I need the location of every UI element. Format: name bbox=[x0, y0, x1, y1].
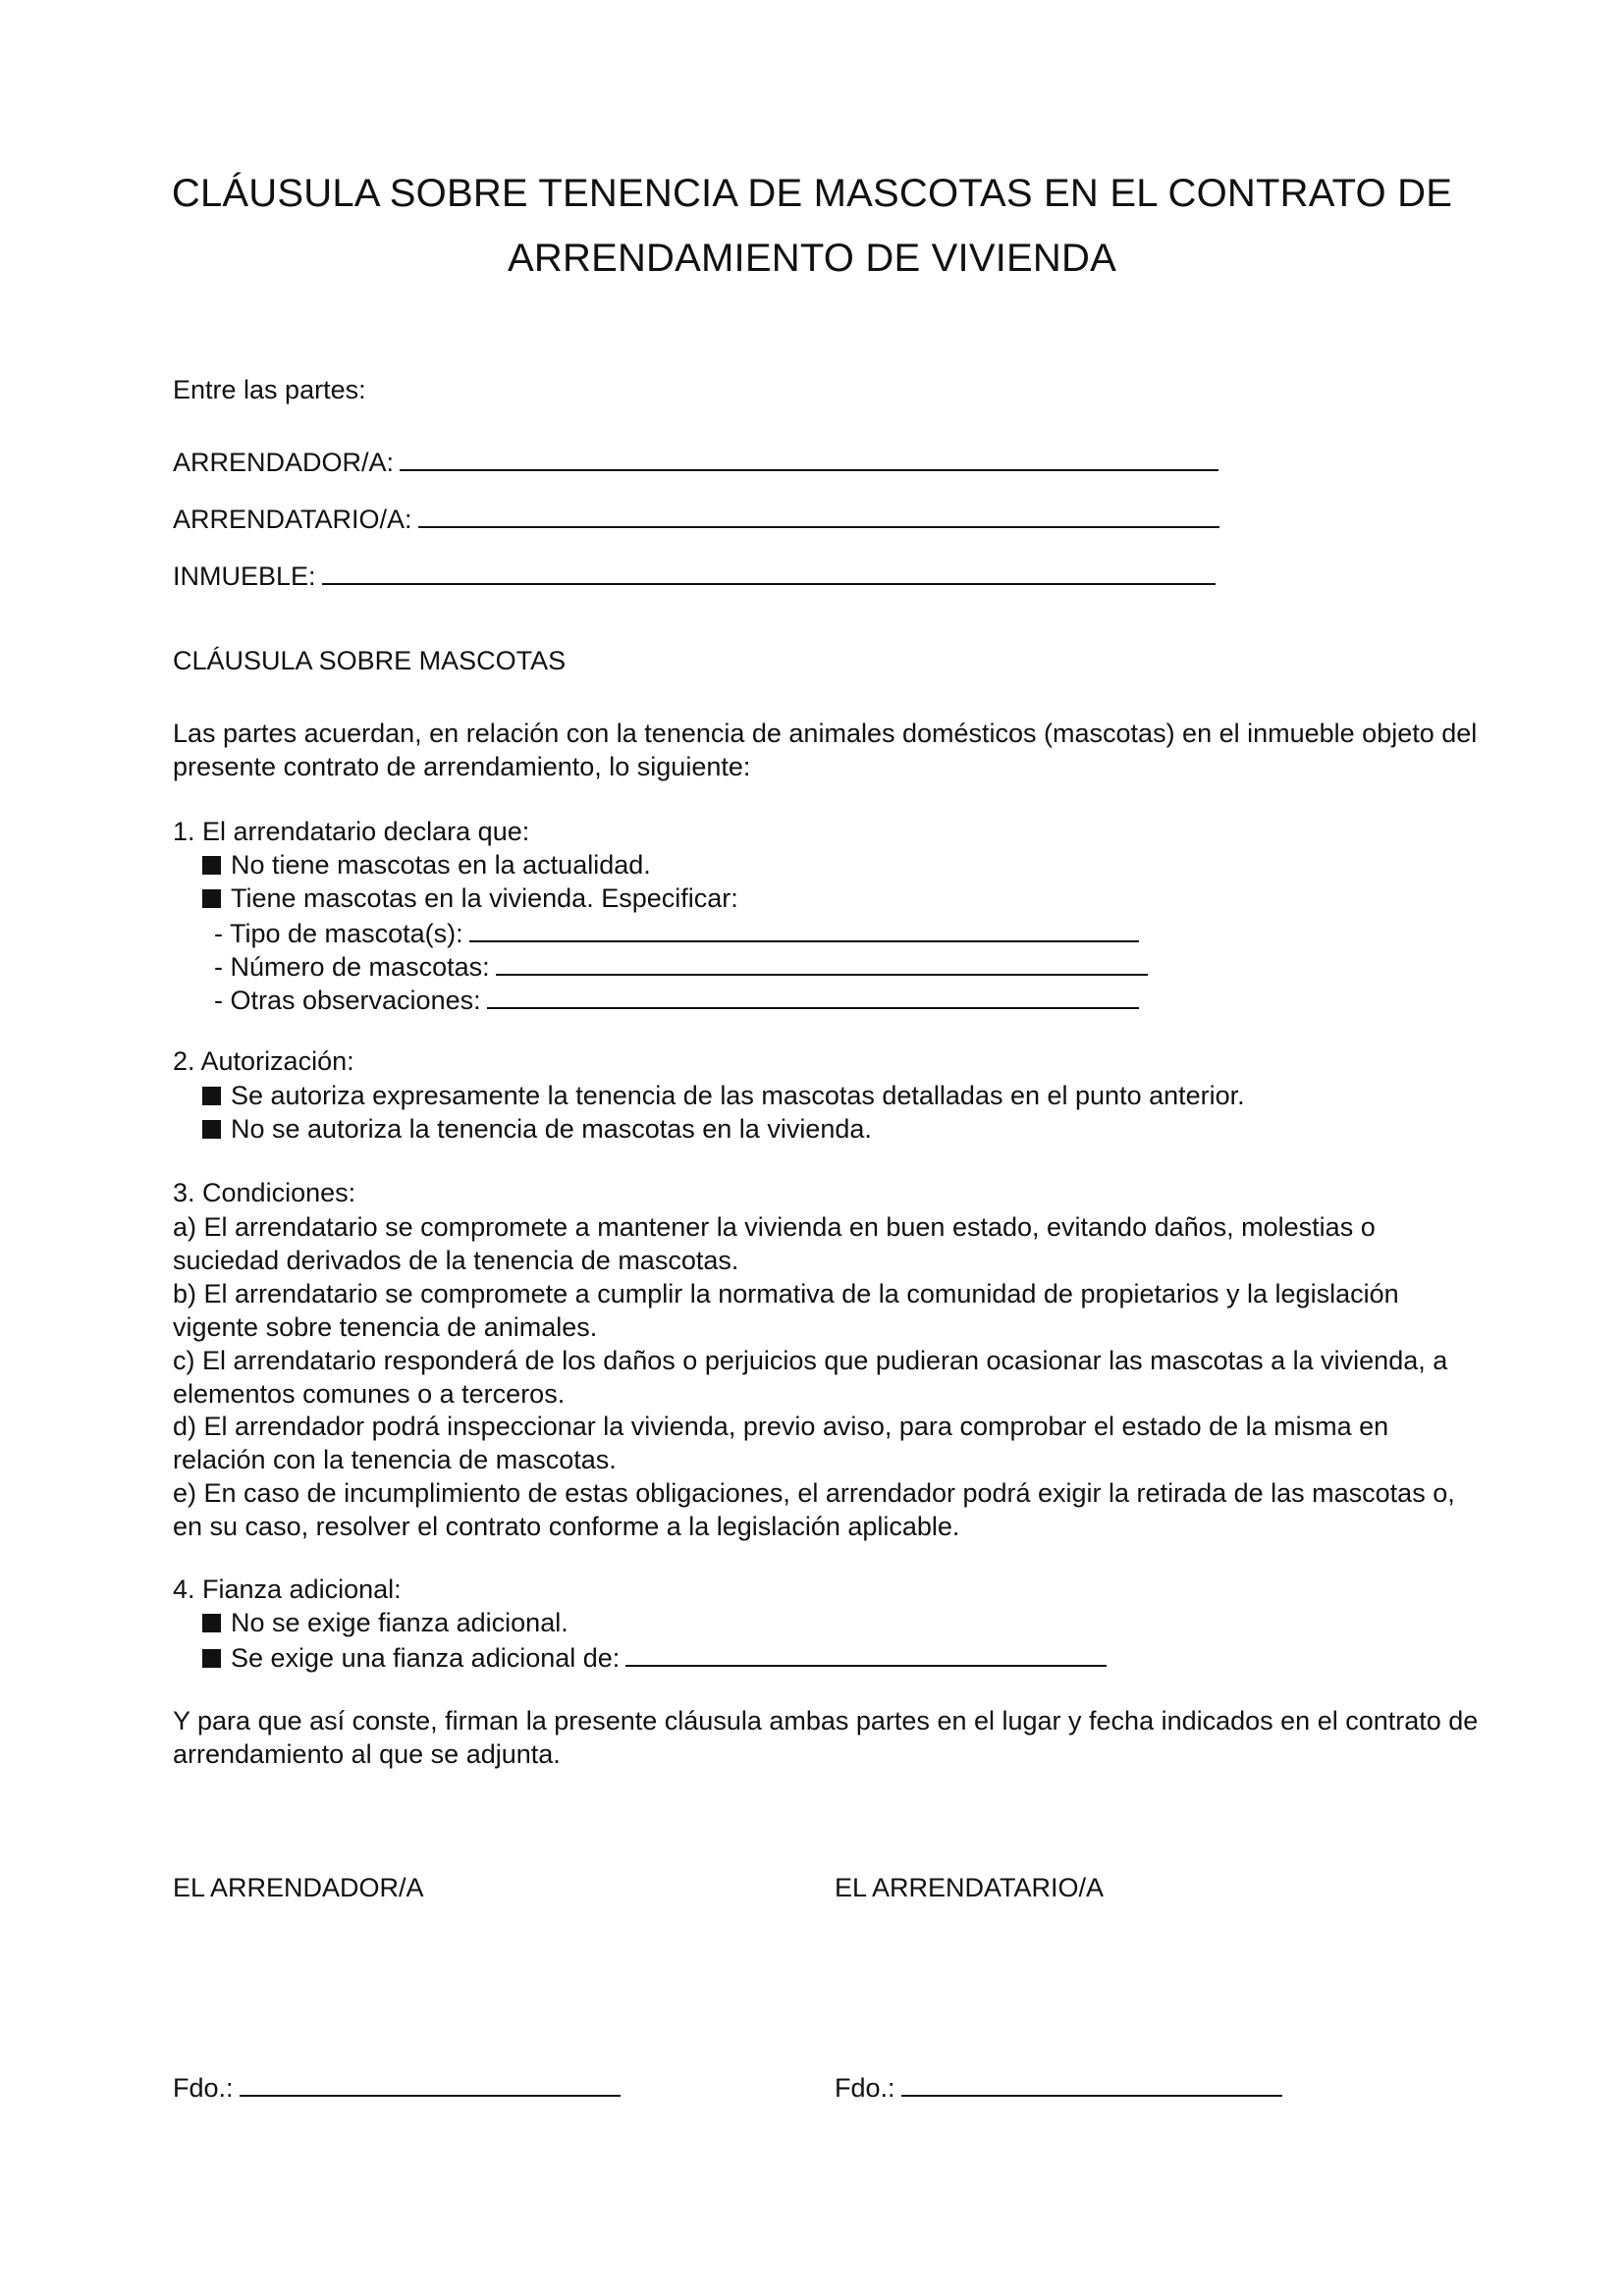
otras-row bbox=[214, 982, 1139, 1017]
arrendatario-field[interactable] bbox=[418, 501, 1219, 528]
intro-paragraph: Las partes acuerdan, en relación con la tenencia de animales domésticos (mascotas) en el inmueble objeto del presente contrato de arrendamiento, lo siguiente: bbox=[173, 719, 1478, 781]
inmueble-field[interactable] bbox=[322, 558, 1216, 585]
arrendador-label: ARRENDADOR/A: bbox=[173, 448, 395, 477]
option-no-deposit-label: No se exige fianza adicional. bbox=[231, 1608, 568, 1637]
fdo-label-right: Fdo.: bbox=[835, 2073, 895, 2103]
checkbox-no-deposit[interactable] bbox=[202, 1614, 221, 1632]
tipo-row bbox=[214, 915, 1139, 950]
option-deposit bbox=[202, 1639, 1107, 1675]
section3-heading: 3. Condiciones: bbox=[173, 1178, 356, 1207]
option-no-pets bbox=[202, 848, 651, 881]
option-deposit-label: Se exige una fianza adicional de: bbox=[231, 1643, 621, 1673]
otras-field[interactable] bbox=[487, 982, 1139, 1009]
deposit-amount-field[interactable] bbox=[625, 1639, 1107, 1667]
inmueble-row bbox=[173, 558, 1216, 593]
condition-a: a) El arrendatario se compromete a mantener la vivienda en buen estado, evitando daños, molestias o suciedad derivados de la tenencia de mascotas. bbox=[173, 1212, 1376, 1275]
option-not-authorized-label: No se autoriza la tenencia de mascotas en la vivienda. bbox=[231, 1114, 872, 1144]
tenant-heading: EL ARRENDATARIO/A bbox=[835, 1873, 1105, 1902]
numero-row bbox=[214, 948, 1148, 984]
landlord-signature-field[interactable] bbox=[240, 2069, 621, 2097]
otras-label: - Otras observaciones: bbox=[214, 986, 481, 1015]
parties-intro: Entre las partes: bbox=[173, 375, 366, 404]
arrendador-field[interactable] bbox=[400, 444, 1218, 471]
condition-b: b) El arrendatario se compromete a cumplir la normativa de la comunidad de propietarios y la legislación vigente sobre tenencia de animales. bbox=[173, 1279, 1399, 1342]
checkbox-authorized[interactable] bbox=[202, 1087, 221, 1105]
title-line-2: ARRENDAMIENTO DE VIVIENDA bbox=[508, 237, 1116, 280]
numero-field[interactable] bbox=[496, 948, 1148, 976]
option-no-deposit bbox=[202, 1606, 568, 1639]
checkbox-deposit[interactable] bbox=[202, 1649, 221, 1668]
option-has-pets-label: Tiene mascotas en la vivienda. Especificar: bbox=[231, 883, 738, 913]
condition-c: c) El arrendatario responderá de los daños o perjuicios que pudieran ocasionar las mascotas a la vivienda, a elementos comunes o a terceros. bbox=[173, 1346, 1448, 1409]
condition-e: e) En caso de incumplimiento de estas obligaciones, el arrendador podrá exigir la retirada de las mascotas o, en su caso, resolver el contrato conforme a la legislación aplicable. bbox=[173, 1478, 1455, 1541]
title-line-1: CLÁUSULA SOBRE TENENCIA DE MASCOTAS EN EL CONTRATO DE bbox=[171, 172, 1453, 215]
fdo-label-left: Fdo.: bbox=[173, 2073, 234, 2103]
inmueble-label: INMUEBLE: bbox=[173, 561, 316, 591]
arrendatario-label: ARRENDATARIO/A: bbox=[173, 505, 412, 534]
arrendatario-row bbox=[173, 501, 1219, 536]
section4-heading: 4. Fianza adicional: bbox=[173, 1575, 402, 1604]
checkbox-has-pets[interactable] bbox=[202, 889, 221, 908]
tenant-signature-row bbox=[835, 2069, 1282, 2105]
option-authorized bbox=[202, 1079, 1245, 1112]
condition-d: d) El arrendador podrá inspeccionar la vivienda, previo aviso, para comprobar el estado de la misma en relación con la tenencia de mascotas. bbox=[173, 1412, 1389, 1474]
option-not-authorized bbox=[202, 1112, 872, 1146]
option-has-pets bbox=[202, 881, 738, 915]
closing-paragraph: Y para que así conste, firman la presente cláusula ambas partes en el lugar y fecha indicados en el contrato de arrendamiento al que se adjunta. bbox=[173, 1706, 1479, 1769]
arrendador-row bbox=[173, 444, 1218, 479]
option-authorized-label: Se autoriza expresamente la tenencia de las mascotas detalladas en el punto anterior. bbox=[231, 1081, 1245, 1110]
landlord-signature-row bbox=[173, 2069, 621, 2105]
checkbox-not-authorized[interactable] bbox=[202, 1120, 221, 1139]
checkbox-no-pets[interactable] bbox=[202, 856, 221, 875]
tipo-field[interactable] bbox=[469, 915, 1139, 942]
numero-label: - Número de mascotas: bbox=[214, 952, 490, 982]
tenant-signature-field[interactable] bbox=[901, 2069, 1282, 2097]
landlord-heading: EL ARRENDADOR/A bbox=[173, 1873, 424, 1902]
document-title bbox=[118, 161, 1506, 291]
section1-heading: 1. El arrendatario declara que: bbox=[173, 817, 530, 846]
tipo-label: - Tipo de mascota(s): bbox=[214, 919, 463, 948]
clause-heading: CLÁUSULA SOBRE MASCOTAS bbox=[173, 646, 567, 675]
section2-heading: 2. Autorización: bbox=[173, 1046, 354, 1076]
option-no-pets-label: No tiene mascotas en la actualidad. bbox=[231, 850, 651, 880]
